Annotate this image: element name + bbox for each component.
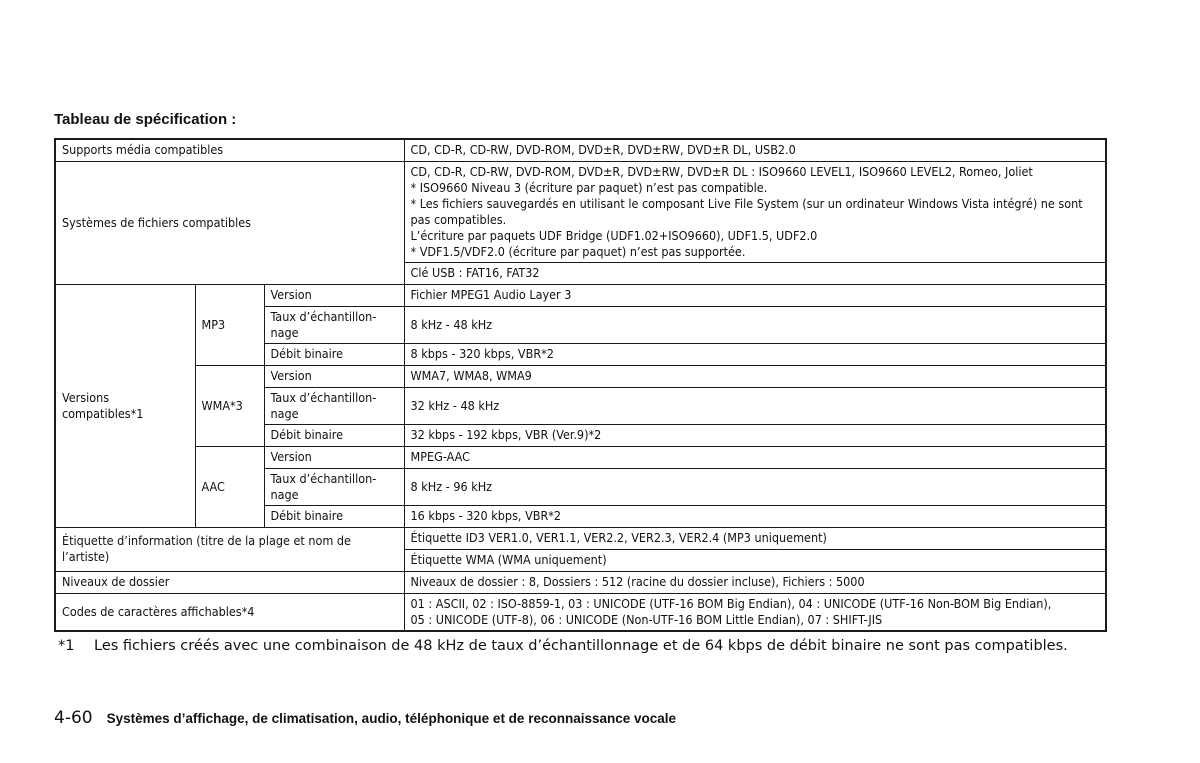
footnote-mark: *1: [58, 638, 75, 654]
codes-label: Codes de caractères affichables*4: [55, 593, 404, 631]
spec-value: 32 kHz - 48 kHz: [404, 387, 1106, 424]
format-name: WMA*3: [195, 365, 264, 446]
chapter-title: Systèmes d’affichage, de climatisation, audio, téléphonique et de reconnaissance vocale: [106, 711, 677, 726]
table-row: [55, 527, 1106, 549]
tag-value: Étiquette WMA (WMA uniquement): [404, 549, 1106, 571]
spec-label: Version: [264, 284, 404, 306]
spec-value: 8 kHz - 48 kHz: [404, 306, 1106, 343]
tag-value: Étiquette ID3 VER1.0, VER1.1, VER2.2, VER2.3, VER2.4 (MP3 uniquement): [404, 527, 1106, 549]
spec-value: 8 kbps - 320 kbps, VBR*2: [404, 343, 1106, 365]
tag-label: Étiquette d’information (titre de la plage et nom de l’artiste): [55, 527, 404, 571]
specification-table: [54, 138, 1107, 632]
table-row: [55, 365, 1106, 387]
folder-label: Niveaux de dossier: [55, 571, 404, 593]
spec-label: Débit binaire: [264, 424, 404, 446]
table-row: [55, 593, 1106, 631]
spec-label: Version: [264, 365, 404, 387]
media-value: CD, CD-R, CD-RW, DVD-ROM, DVD±R, DVD±RW, DVD±R DL, USB2.0: [404, 139, 1106, 161]
footnote: [58, 636, 1105, 656]
filesystem-disc-value: CD, CD-R, CD-RW, DVD-ROM, DVD±R, DVD±RW, DVD±R DL : ISO9660 LEVEL1, ISO9660 LEVEL2, Romeo, Joliet * ISO9660 Niveau 3 (écriture par paquet) n’est pas compatible. * Les fichiers sauvegardés en utilisant le composant Live File System (sur un ordinateur Windows Vista intégré) ne sont pas compatibles. L’écriture par paquets UDF Bridge (UDF1.02+ISO9660), UDF1.5, UDF2.0 * VDF1.5/VDF2.0 (écriture par paquet) n’est pas supportée.: [404, 161, 1106, 262]
section-heading: Tableau de spécification :: [54, 111, 237, 128]
page-footer: [54, 708, 676, 728]
spec-value: 16 kbps - 320 kbps, VBR*2: [404, 505, 1106, 527]
page-number: 4-60: [54, 708, 93, 728]
table-row: [55, 139, 1106, 161]
footnote-text: Les fichiers créés avec une combinaison de 48 kHz de taux d’échantillonnage et de 64 kbps de débit binaire ne sont pas compatibles.: [94, 638, 1068, 654]
table-row: [55, 571, 1106, 593]
spec-label: Taux d’échantillon- nage: [264, 306, 404, 343]
filesystem-usb-value: Clé USB : FAT16, FAT32: [404, 262, 1106, 284]
spec-label: Version: [264, 446, 404, 468]
format-name: AAC: [195, 446, 264, 527]
spec-value: Fichier MPEG1 Audio Layer 3: [404, 284, 1106, 306]
versions-label: Versions compatibles*1: [55, 284, 195, 527]
table-row: [55, 446, 1106, 468]
spec-value: MPEG-AAC: [404, 446, 1106, 468]
table-row: [55, 161, 1106, 262]
folder-value: Niveaux de dossier : 8, Dossiers : 512 (racine du dossier incluse), Fichiers : 5000: [404, 571, 1106, 593]
filesystem-label: Systèmes de fichiers compatibles: [55, 161, 404, 284]
spec-label: Débit binaire: [264, 505, 404, 527]
spec-label: Taux d’échantillon- nage: [264, 468, 404, 505]
codes-value: 01 : ASCII, 02 : ISO-8859-1, 03 : UNICODE (UTF-16 BOM Big Endian), 04 : UNICODE (UTF-16 Non-BOM Big Endian), 05 : UNICODE (UTF-8), 06 : UNICODE (Non-UTF-16 BOM Little Endian), 07 : SHIFT-JIS: [404, 593, 1106, 631]
spec-label: Débit binaire: [264, 343, 404, 365]
table-row: [55, 284, 1106, 306]
spec-label: Taux d’échantillon- nage: [264, 387, 404, 424]
format-name: MP3: [195, 284, 264, 365]
spec-value: 8 kHz - 96 kHz: [404, 468, 1106, 505]
spec-value: WMA7, WMA8, WMA9: [404, 365, 1106, 387]
media-label: Supports média compatibles: [55, 139, 404, 161]
spec-value: 32 kbps - 192 kbps, VBR (Ver.9)*2: [404, 424, 1106, 446]
